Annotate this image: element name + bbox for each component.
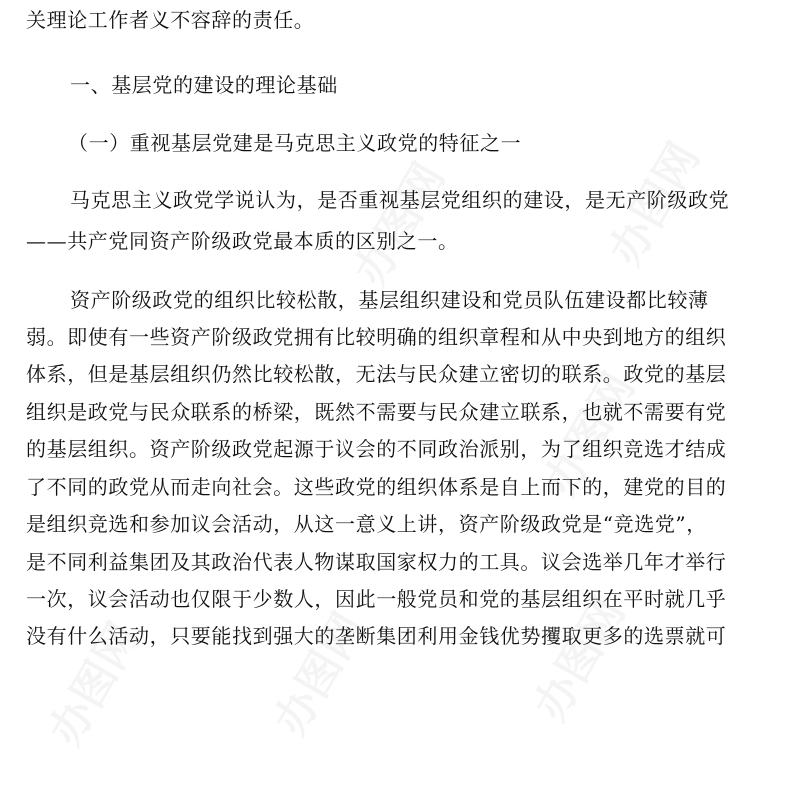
paragraph2-line: 弱。即使有一些资产阶级政党拥有比较明确的组织章程和从中央到地方的组织 — [26, 325, 727, 349]
watermark: 办图网 — [264, 604, 375, 745]
intro-tail-line: 关理论工作者义不容辞的责任。 — [26, 8, 315, 32]
paragraph2-line: 了不同的政党从而走向社会。这些政党的组织体系是自上而下的，建党的目的 — [26, 475, 727, 499]
paragraph2-line: 的基层组织。资产阶级政党起源于议会的不同政治派别，为了组织竞选才结成 — [26, 437, 727, 461]
watermark: 办图网 — [344, 154, 455, 295]
paragraph2-line: 是组织竞选和参加议会活动，从这一意义上讲，资产阶级政党是“竞选党”， — [26, 512, 707, 536]
watermark: 办图网 — [39, 614, 150, 755]
paragraph2-line: 一次，议会活动也仅限于少数人，因此一般党员和党的基层组织在平时就几乎 — [26, 587, 727, 611]
paragraph2-line: 资产阶级政党的组织比较松散，基层组织建设和党员队伍建设都比较薄 — [70, 288, 709, 312]
section-heading: 一、基层党的建设的理论基础 — [70, 73, 338, 97]
paragraph2-line: 是不同利益集团及其政治代表人物谋取国家权力的工具。议会选举几年才举行 — [26, 550, 727, 574]
paragraph1-line: 马克思主义政党学说认为，是否重视基层党组织的建设，是无产阶级政党 — [70, 188, 730, 212]
paragraph1-line: ——共产党同资产阶级政党最本质的区别之一。 — [26, 229, 459, 253]
watermark: 办图网 — [524, 589, 635, 730]
subsection-heading: （一）重视基层党建是马克思主义政党的特征之一 — [68, 131, 522, 155]
paragraph2-line: 组织是政党与民众联系的桥梁，既然不需要与民众建立联系，也就不需要有党 — [26, 400, 727, 424]
watermark: 办图网 — [534, 364, 645, 505]
paragraph2-line: 没有什么活动，只要能找到强大的垄断集团利用金钱优势攫取更多的选票就可 — [26, 624, 727, 648]
watermark: 办图网 — [599, 134, 710, 275]
paragraph2-line: 体系，但是基层组织仍然比较松散，无法与民众建立密切的联系。政党的基层 — [26, 362, 727, 386]
